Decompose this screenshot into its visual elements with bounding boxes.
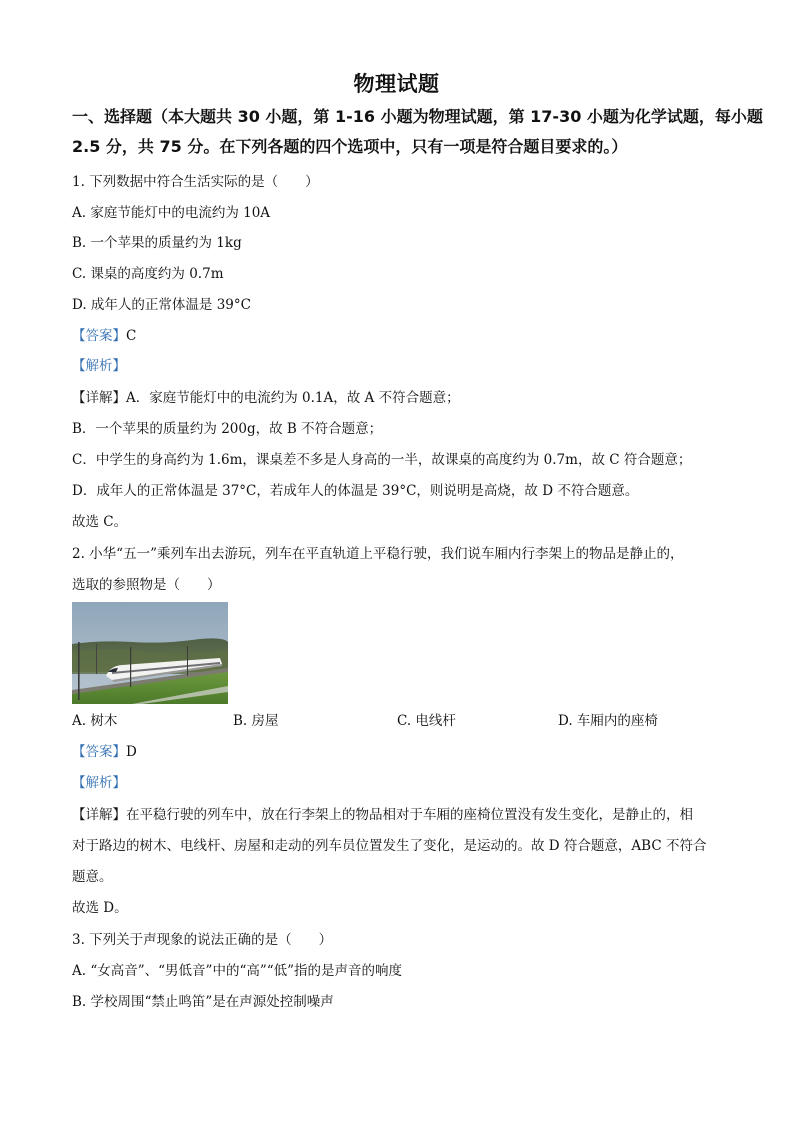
q2-analysis-label: [72, 773, 126, 793]
answer-label: 【答案】: [72, 744, 126, 760]
q2-option-a: A. 树木: [72, 713, 118, 729]
q1-answer: [72, 326, 136, 346]
q1-option-b: B. 一个苹果的质量约为 1kg: [72, 235, 242, 251]
q3-option-b: B. 学校周围“禁止鸣笛”是在声源处控制噪声: [72, 994, 334, 1010]
q3-option-a: A. “女高音”、“男低音”中的“高”“低”指的是声音的响度: [72, 963, 403, 979]
q2-stem-line-2: 选取的参照物是（ ）: [72, 577, 221, 593]
q2-stem-line-1: 2. 小华“五一”乘列车出去游玩，列车在平直轨道上平稳行驶，我们说车厢内行李架上的物品是静止的，: [72, 546, 684, 562]
detail-label: 【详解】: [72, 807, 126, 823]
answer-label: 【答案】: [72, 328, 126, 344]
detail-label: 【详解】: [72, 390, 126, 406]
q1-option-d: D. 成年人的正常体温是 39°C: [72, 297, 251, 313]
train-photo: [72, 602, 228, 704]
q2-detail-line-2: 对于路边的树木、电线杆、房屋和走动的列车员位置发生了变化，是运动的。故 D 符合题意，ABC 不符合: [72, 838, 707, 854]
q2-answer-value: D: [126, 744, 137, 760]
q1-detail-line-2: B．一个苹果的质量约为 200g，故 B 不符合题意；: [72, 421, 383, 437]
q2-option-d: D. 车厢内的座椅: [558, 713, 658, 729]
q1-detail-line-1: [72, 388, 460, 408]
q1-stem: 1. 下列数据中符合生活实际的是（ ）: [72, 174, 319, 190]
q3-stem: 3. 下列关于声现象的说法正确的是（ ）: [72, 932, 333, 948]
q2-answer: [72, 742, 137, 762]
q2-detail-line-3: 题意。: [72, 869, 113, 885]
q2-options: [72, 711, 732, 731]
q1-detail-line-3: C．中学生的身高约为 1.6m，课桌差不多是人身高的一半，故课桌的高度约为 0.7m，故 C 符合题意；: [72, 452, 692, 468]
q1-conclusion: 故选 C。: [72, 514, 128, 530]
q1-analysis-label: [72, 356, 126, 376]
analysis-label: 【解析】: [72, 358, 126, 374]
q1-detail-text-a: A．家庭节能灯中的电流约为 0.1A，故 A 不符合题意；: [126, 390, 460, 406]
q1-detail-line-4: D．成年人的正常体温是 37°C，若成年人的体温是 39°C，则说明是高烧，故 D 不符合题意。: [72, 483, 639, 499]
section-heading-line-2: 2.5 分，共 75 分。在下列各题的四个选项中，只有一项是符合题目要求的。）: [72, 137, 628, 156]
q2-detail-text-a: 在平稳行驶的列车中，放在行李架上的物品相对于车厢的座椅位置没有发生变化，是静止的，相: [126, 807, 693, 823]
q1-answer-value: C: [126, 328, 137, 344]
section-heading-line-1: 一、选择题（本大题共 30 小题，第 1-16 小题为物理试题，第 17-30 小题为化学试题，每小题: [72, 107, 763, 126]
q1-option-a: A. 家庭节能灯中的电流约为 10A: [72, 205, 271, 221]
q2-conclusion: 故选 D。: [72, 900, 128, 916]
q1-option-c: C. 课桌的高度约为 0.7m: [72, 266, 224, 282]
analysis-label: 【解析】: [72, 775, 126, 791]
q2-detail-line-1: [72, 805, 693, 825]
q2-option-c: C. 电线杆: [397, 713, 456, 729]
q2-option-b: B. 房屋: [233, 713, 279, 729]
page-title: 物理试题: [353, 72, 440, 96]
